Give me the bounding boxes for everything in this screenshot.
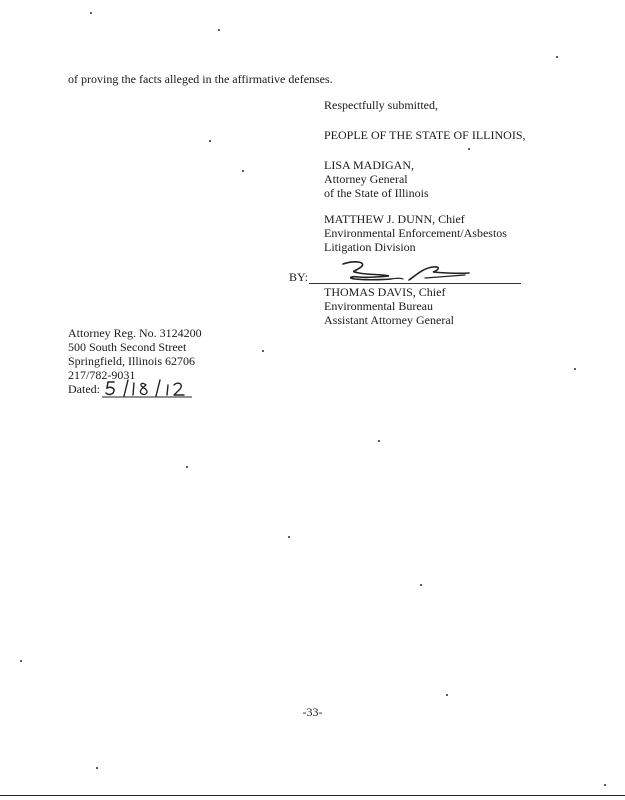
city-state-zip: Springfield, Illinois 62706 [68,354,195,368]
phone-number: 217/782-9031 [68,368,136,382]
scan-speck [446,694,448,696]
scan-speck [20,660,22,662]
signer-bureau: Environmental Bureau [324,299,433,313]
scan-speck [604,784,606,786]
party-name [324,128,526,142]
page-bottom-edge [0,795,625,796]
scan-speck [218,29,220,31]
division-line-2: Litigation Division [324,240,416,254]
intro-text: of proving the facts alleged in the affirmative defenses. [68,72,333,86]
closing [324,98,438,112]
street-address: 500 South Second Street [68,340,187,354]
scan-speck [288,536,290,538]
attorney-general-block [324,158,429,200]
scan-speck [242,170,244,172]
handwritten-signature [329,258,479,286]
scan-speck [378,440,380,442]
attorney-general-title: Attorney General [324,172,408,186]
address-block [68,326,202,396]
by-label: BY: [289,270,308,284]
scan-speck [186,466,188,468]
division-line-1: Environmental Enforcement/Asbestos [324,226,507,240]
scan-speck [468,148,470,150]
signature-line [289,268,529,286]
signer-title: Assistant Attorney General [324,313,454,327]
page-number: -33- [302,705,323,719]
division-chief-block [324,212,507,254]
scan-speck [574,368,576,370]
scan-speck [96,767,98,769]
closing-text: Respectfully submitted, [324,98,438,112]
scan-speck [90,12,92,14]
party-text: PEOPLE OF THE STATE OF ILLINOIS, [324,128,526,142]
dated-row [68,382,202,396]
signer-name: THOMAS DAVIS, Chief [324,285,446,299]
handwritten-date [102,376,202,400]
division-chief-name: MATTHEW J. DUNN, Chief [324,212,465,226]
attorney-general-name: LISA MADIGAN, [324,158,414,172]
signer-block [324,285,454,327]
attorney-general-office: of the State of Illinois [324,186,429,200]
scan-speck [556,56,558,58]
scan-speck [262,350,264,352]
dated-label: Dated: [68,382,100,396]
scan-speck [420,584,422,586]
scan-speck [209,140,211,142]
attorney-reg-no: Attorney Reg. No. 3124200 [68,326,202,340]
